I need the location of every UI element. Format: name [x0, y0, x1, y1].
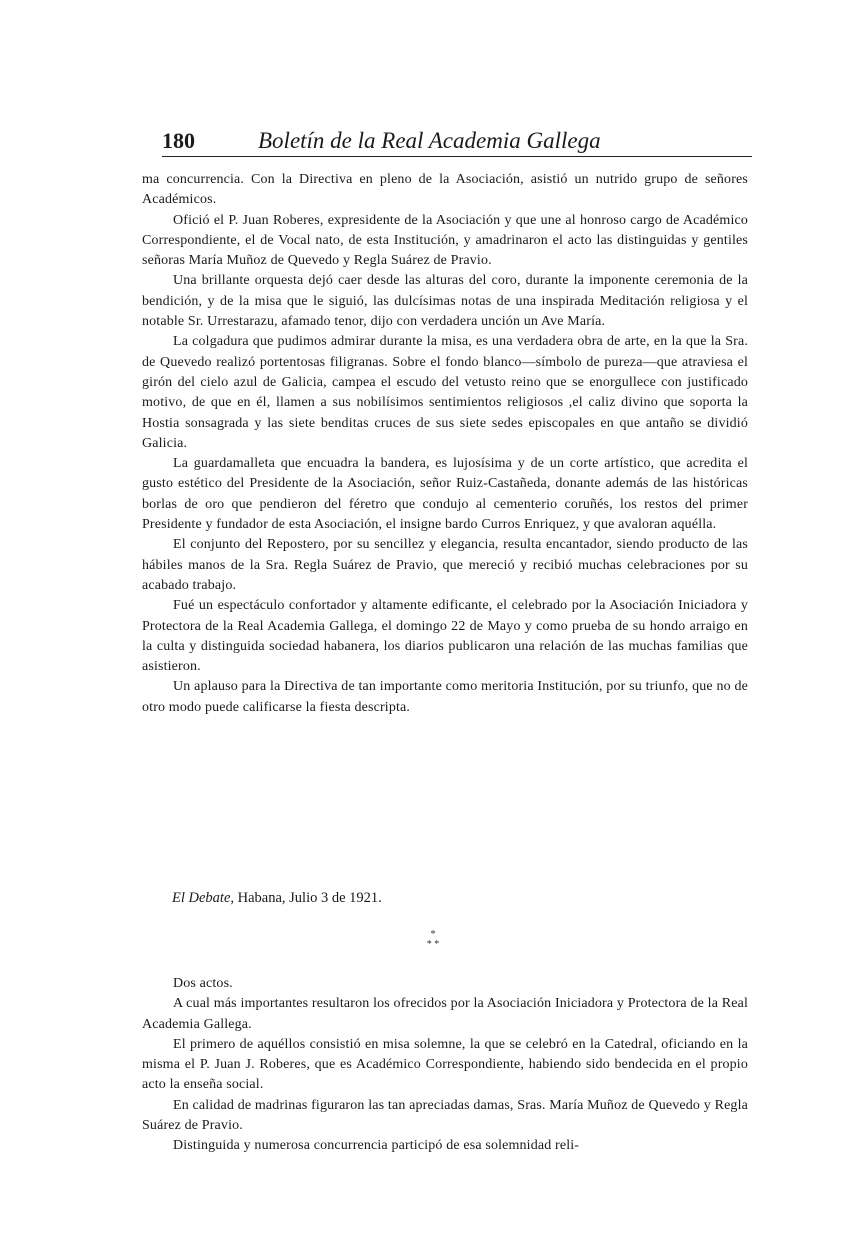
paragraph: ma concurrencia. Con la Directiva en pleno de la Asociación, asistió un nutrido grupo de señores Académicos.	[142, 172, 748, 208]
paragraph: Ofició el P. Juan Roberes, expresidente de la Asociación y que une al honroso cargo de Académico Correspondiente, el de Vocal nato, de esta Institución, y amadrinaron el acto las distinguidas y gentiles señoras María Muñoz de Quevedo y Regla Suárez de Pravio.	[142, 212, 748, 269]
paragraph: La colgadura que pudimos admirar durante la misa, es una verdadera obra de arte, en la que la Sra. de Quevedo realizó portentosas filigranas. Sobre el fondo blanco—símbolo de pureza—que atraviesa el girón del cielo azul de Galicia, campea el escudo del vetusto reino que se enorgullece con justificado motivo, de que en él, llamen a sus nobilísimos sentimientos religiosos ,el caliz divino que soporta la Hostia sonsagrada y las siete benditas cruces de sus siete sedes episcopales en que antaño se dividió Galicia.	[142, 334, 748, 451]
paragraph: A cual más importantes resultaron los ofrecidos por la Asociación Iniciadora y Protectora de la Real Academia Gallega.	[142, 996, 748, 1032]
paragraph: En calidad de madrinas figuraron las tan apreciadas damas, Sras. María Muñoz de Quevedo y Regla Suárez de Pravio.	[142, 1097, 748, 1134]
asterism-separator	[418, 930, 448, 956]
paragraph: Una brillante orquesta dejó caer desde las alturas del coro, durante la imponente ceremonia de la bendición, y de la misa que le siguió, las dulcísimas notas de una inspirada Meditación religiosa y el notable Sr. Urrestarazu, afamado tenor, dijo con verdadera unción un Ave María.	[142, 273, 748, 330]
source-name: El Debate,	[172, 890, 235, 906]
paragraph: Distinguida y numerosa concurrencia participó de esa solemnidad reli-	[173, 1138, 580, 1154]
paragraph: Un aplauso para la Directiva de tan importante como meritoria Institución, por su triunfo, que no de otro modo puede calificarse la fiesta descripta.	[142, 679, 748, 715]
page-number: 180	[162, 128, 195, 153]
paragraph: La guardamalleta que encuadra la bandera, es lujosísima y de un corte artístico, que acredita el gusto estético del Presidente de la Asociación, señor Ruiz-Castañeda, donante además de las históricas borlas de oro que pendieron del féretro que condujo al cementerio coruñés, los restos del primer Presidente y fundador de esta Asociación, el insigne bardo Curros Enriquez, y que avaloran aquélla.	[142, 456, 748, 533]
article-body	[142, 170, 748, 718]
running-title: Boletín de la Real Academia Gallega	[258, 128, 601, 153]
page-header	[162, 126, 752, 156]
second-article-body	[142, 974, 748, 1157]
paragraph: Dos actos.	[173, 976, 233, 991]
asterism-top: *	[430, 929, 436, 940]
header-rule	[162, 156, 752, 157]
dateline	[172, 886, 382, 910]
source-date: Habana, Julio 3 de 1921.	[237, 890, 382, 906]
paragraph: El conjunto del Repostero, por su sencillez y elegancia, resulta encantador, siendo producto de las hábiles manos de la Sra. Regla Suárez de Pravio, que mereció y recibió muchas celebraciones por su acabado trabajo.	[142, 537, 748, 593]
paragraph: Fué un espectáculo confortador y altamente edificante, el celebrado por la Asociación Iniciadora y Protectora de la Real Academia Gallega, el domingo 22 de Mayo y como prueba de su hondo arraigo en la culta y distinguida sociedad habanera, los diarios publicaron una relación de las muchas familias que asistieron.	[142, 598, 748, 675]
asterism-bottom: * *	[426, 939, 440, 950]
paragraph: El primero de aquéllos consistió en misa solemne, la que se celebró en la Catedral, oficiando en la misma el P. Juan J. Roberes, que es Académico Correspondiente, habiendo sido bendecida en el propio acto la enseña social.	[142, 1036, 748, 1093]
